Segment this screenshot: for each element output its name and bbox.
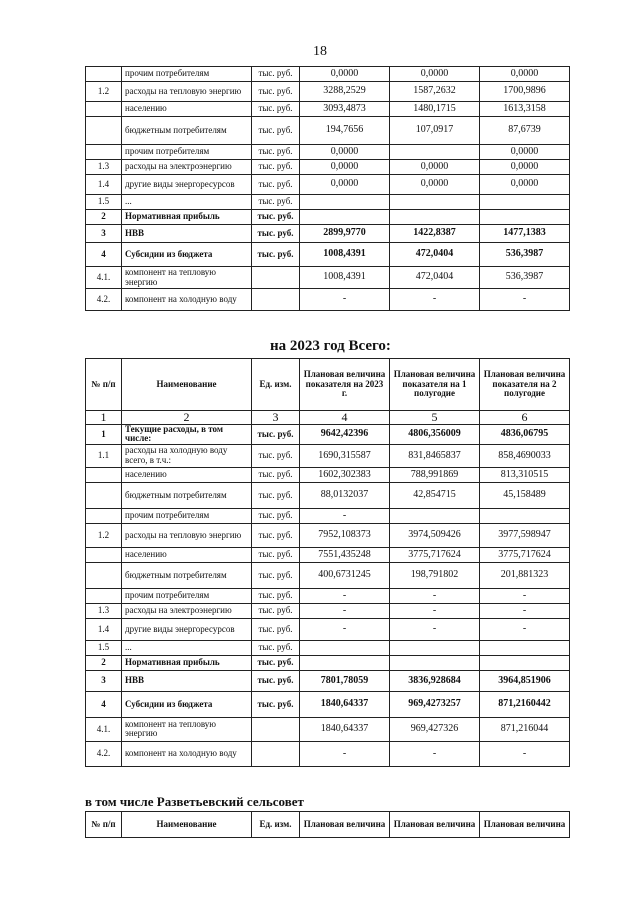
- table-row: [86, 243, 570, 267]
- row-number: [86, 467, 122, 482]
- value-h2: 871,2160442: [480, 691, 570, 717]
- value-year: 1840,64337: [300, 691, 390, 717]
- index-cell: 5: [390, 411, 480, 425]
- table-row: [86, 717, 570, 741]
- index-cell: 1: [86, 411, 122, 425]
- value-h1: 472,0404: [390, 243, 480, 267]
- table-row: [86, 102, 570, 117]
- value-h2: 45,158489: [480, 482, 570, 508]
- value-h2: [480, 210, 570, 225]
- value-year: -: [300, 588, 390, 603]
- row-name: ...: [122, 640, 252, 655]
- value-h2: 3964,851906: [480, 670, 570, 691]
- value-year: [300, 640, 390, 655]
- row-unit: тыс. руб.: [252, 195, 300, 210]
- row-name: расходы на тепловую энергию: [122, 82, 252, 102]
- value-year: 3093,4873: [300, 102, 390, 117]
- row-name: Нормативная прибыль: [122, 655, 252, 670]
- value-h1: 4806,356009: [390, 425, 480, 445]
- value-h1: 969,427326: [390, 717, 480, 741]
- row-number: 4.2.: [86, 741, 122, 766]
- row-name: бюджетным потребителям: [122, 117, 252, 145]
- row-number: 1.2: [86, 82, 122, 102]
- row-name: прочим потребителям: [122, 588, 252, 603]
- header-h1: Плановая величина показателя на 1 полугодие: [390, 359, 480, 411]
- value-year: 0,0000: [300, 160, 390, 175]
- value-h1: [390, 210, 480, 225]
- row-name: ...: [122, 195, 252, 210]
- table-row: [86, 82, 570, 102]
- value-h2: -: [480, 603, 570, 618]
- table-row: [86, 175, 570, 195]
- index-cell: 4: [300, 411, 390, 425]
- row-unit: тыс. руб.: [252, 547, 300, 562]
- row-unit: тыс. руб.: [252, 425, 300, 445]
- value-year: [300, 210, 390, 225]
- table-row: [86, 67, 570, 82]
- value-h2: [480, 640, 570, 655]
- row-number: 1.3: [86, 603, 122, 618]
- value-h1: [390, 145, 480, 160]
- table-row: [86, 482, 570, 508]
- value-h1: 1587,2632: [390, 82, 480, 102]
- value-h1: -: [390, 588, 480, 603]
- header-unit: Ед. изм.: [252, 812, 300, 838]
- row-name: расходы на холодную воду всего, в т.ч.:: [122, 444, 252, 467]
- table-row: [86, 289, 570, 311]
- value-h1: 969,4273257: [390, 691, 480, 717]
- row-name: компонент на тепловую энергию: [122, 267, 252, 289]
- row-unit: тыс. руб.: [252, 210, 300, 225]
- value-h2: 3775,717624: [480, 547, 570, 562]
- table-row: [86, 425, 570, 445]
- row-name: прочим потребителям: [122, 67, 252, 82]
- row-unit: [252, 717, 300, 741]
- value-h2: 87,6739: [480, 117, 570, 145]
- value-h2: -: [480, 289, 570, 311]
- value-year: 194,7656: [300, 117, 390, 145]
- row-number: [86, 102, 122, 117]
- value-h2: -: [480, 618, 570, 640]
- value-year: -: [300, 741, 390, 766]
- row-name: НВВ: [122, 225, 252, 243]
- row-name: компонент на тепловую энергию: [122, 717, 252, 741]
- value-year: -: [300, 618, 390, 640]
- value-h1: 0,0000: [390, 67, 480, 82]
- value-year: [300, 195, 390, 210]
- row-number: [86, 67, 122, 82]
- row-number: 1.5: [86, 195, 122, 210]
- row-number: 4.2.: [86, 289, 122, 311]
- row-name: Субсидии из бюджета: [122, 691, 252, 717]
- value-h2: 1613,3158: [480, 102, 570, 117]
- value-h1: 107,0917: [390, 117, 480, 145]
- value-year: 0,0000: [300, 145, 390, 160]
- page-number: 18: [313, 44, 327, 59]
- value-h1: [390, 655, 480, 670]
- value-year: 7952,108373: [300, 523, 390, 547]
- value-h2: 1700,9896: [480, 82, 570, 102]
- table-row: [86, 210, 570, 225]
- table-row: [86, 655, 570, 670]
- value-h1: 1480,1715: [390, 102, 480, 117]
- row-unit: тыс. руб.: [252, 175, 300, 195]
- value-h2: 0,0000: [480, 67, 570, 82]
- row-name: компонент на холодную воду: [122, 289, 252, 311]
- row-unit: тыс. руб.: [252, 444, 300, 467]
- value-h2: 3977,598947: [480, 523, 570, 547]
- value-year: 3288,2529: [300, 82, 390, 102]
- row-number: 1.4: [86, 175, 122, 195]
- row-number: [86, 482, 122, 508]
- row-name: населению: [122, 467, 252, 482]
- row-number: 2: [86, 210, 122, 225]
- value-h1: -: [390, 618, 480, 640]
- index-cell: 3: [252, 411, 300, 425]
- row-name: расходы на электроэнергию: [122, 603, 252, 618]
- table-row: [86, 225, 570, 243]
- row-unit: тыс. руб.: [252, 67, 300, 82]
- row-unit: тыс. руб.: [252, 102, 300, 117]
- value-h1: 0,0000: [390, 160, 480, 175]
- row-number: 3: [86, 225, 122, 243]
- table-row: [86, 195, 570, 210]
- row-number: 4: [86, 243, 122, 267]
- table-row: [86, 444, 570, 467]
- value-h1: 1422,8387: [390, 225, 480, 243]
- row-unit: [252, 267, 300, 289]
- value-year: 7801,78059: [300, 670, 390, 691]
- row-name: Нормативная прибыль: [122, 210, 252, 225]
- value-h1: 3974,509426: [390, 523, 480, 547]
- value-h2: 871,216044: [480, 717, 570, 741]
- value-h1: 788,991869: [390, 467, 480, 482]
- row-number: 4.1.: [86, 267, 122, 289]
- table-row: [86, 741, 570, 766]
- row-number: [86, 117, 122, 145]
- value-year: 1008,4391: [300, 267, 390, 289]
- row-name: бюджетным потребителям: [122, 562, 252, 588]
- section-title-razvetyevsky: в том числе Разветьевский сельсовет: [85, 794, 304, 809]
- row-unit: тыс. руб.: [252, 691, 300, 717]
- row-name: компонент на холодную воду: [122, 741, 252, 766]
- value-h2: [480, 655, 570, 670]
- value-h1: 42,854715: [390, 482, 480, 508]
- row-unit: тыс. руб.: [252, 82, 300, 102]
- row-number: 4.1.: [86, 717, 122, 741]
- row-name: НВВ: [122, 670, 252, 691]
- section-title-2023: на 2023 год Всего:: [270, 338, 391, 354]
- row-number: 1.5: [86, 640, 122, 655]
- value-h2: -: [480, 741, 570, 766]
- value-year: 1690,315587: [300, 444, 390, 467]
- row-name: другие виды энергоресурсов: [122, 175, 252, 195]
- value-year: [300, 655, 390, 670]
- value-year: 7551,435248: [300, 547, 390, 562]
- row-unit: тыс. руб.: [252, 467, 300, 482]
- row-number: 2: [86, 655, 122, 670]
- row-unit: тыс. руб.: [252, 482, 300, 508]
- row-name: расходы на электроэнергию: [122, 160, 252, 175]
- row-unit: тыс. руб.: [252, 160, 300, 175]
- value-year: 2899,9770: [300, 225, 390, 243]
- row-unit: тыс. руб.: [252, 243, 300, 267]
- value-h2: [480, 195, 570, 210]
- value-h2: 536,3987: [480, 267, 570, 289]
- index-cell: 2: [122, 411, 252, 425]
- header-year: Плановая величина показателя на 2023 г.: [300, 359, 390, 411]
- value-h2: 858,4690033: [480, 444, 570, 467]
- row-name: бюджетным потребителям: [122, 482, 252, 508]
- row-number: 1: [86, 425, 122, 445]
- header-num: № п/п: [86, 359, 122, 411]
- value-h2: 1477,1383: [480, 225, 570, 243]
- value-h1: 3836,928684: [390, 670, 480, 691]
- row-name: расходы на тепловую энергию: [122, 523, 252, 547]
- row-unit: тыс. руб.: [252, 618, 300, 640]
- index-cell: 6: [480, 411, 570, 425]
- table-2023-total: [85, 358, 570, 767]
- table-row: [86, 267, 570, 289]
- value-h2: 536,3987: [480, 243, 570, 267]
- header-unit: Ед. изм.: [252, 359, 300, 411]
- header-h2: Плановая величина показателя на 2 полугодие: [480, 359, 570, 411]
- row-number: [86, 145, 122, 160]
- header-year: Плановая величина: [300, 812, 390, 838]
- row-name: населению: [122, 102, 252, 117]
- value-h1: [390, 508, 480, 523]
- header-num: № п/п: [86, 812, 122, 838]
- row-number: [86, 562, 122, 588]
- row-name: прочим потребителям: [122, 145, 252, 160]
- value-year: 0,0000: [300, 67, 390, 82]
- row-unit: тыс. руб.: [252, 117, 300, 145]
- value-h1: -: [390, 741, 480, 766]
- header-h1: Плановая величина: [390, 812, 480, 838]
- value-h2: -: [480, 588, 570, 603]
- value-h1: 3775,717624: [390, 547, 480, 562]
- table-row: [86, 467, 570, 482]
- table-row: [86, 670, 570, 691]
- row-unit: тыс. руб.: [252, 225, 300, 243]
- row-number: 1.1: [86, 444, 122, 467]
- table-row: [86, 145, 570, 160]
- row-name: Субсидии из бюджета: [122, 243, 252, 267]
- value-h1: [390, 640, 480, 655]
- row-number: 1.2: [86, 523, 122, 547]
- table-row: [86, 562, 570, 588]
- table-row: [86, 691, 570, 717]
- table-2022-tail: [85, 66, 570, 311]
- row-unit: тыс. руб.: [252, 562, 300, 588]
- value-h1: -: [390, 289, 480, 311]
- row-unit: тыс. руб.: [252, 588, 300, 603]
- row-unit: тыс. руб.: [252, 670, 300, 691]
- value-year: 9642,42396: [300, 425, 390, 445]
- row-number: 1.4: [86, 618, 122, 640]
- row-name: другие виды энергоресурсов: [122, 618, 252, 640]
- header-name: Наименование: [122, 812, 252, 838]
- table-razvetyevsky-header: [85, 811, 570, 838]
- value-h2: 4836,06795: [480, 425, 570, 445]
- row-name: прочим потребителям: [122, 508, 252, 523]
- row-unit: тыс. руб.: [252, 603, 300, 618]
- value-h1: 831,8465837: [390, 444, 480, 467]
- row-name: населению: [122, 547, 252, 562]
- value-h1: 0,0000: [390, 175, 480, 195]
- table-row: [86, 618, 570, 640]
- header-h2: Плановая величина: [480, 812, 570, 838]
- table-row: [86, 117, 570, 145]
- value-year: 1840,64337: [300, 717, 390, 741]
- value-year: -: [300, 603, 390, 618]
- table-row: [86, 523, 570, 547]
- row-unit: тыс. руб.: [252, 508, 300, 523]
- table-row: [86, 508, 570, 523]
- row-number: 3: [86, 670, 122, 691]
- table-row: [86, 160, 570, 175]
- value-h1: -: [390, 603, 480, 618]
- table-row: [86, 640, 570, 655]
- row-unit: тыс. руб.: [252, 655, 300, 670]
- row-unit: тыс. руб.: [252, 145, 300, 160]
- row-unit: тыс. руб.: [252, 523, 300, 547]
- row-unit: тыс. руб.: [252, 640, 300, 655]
- row-unit: [252, 289, 300, 311]
- value-year: 0,0000: [300, 175, 390, 195]
- row-number: 1.3: [86, 160, 122, 175]
- table-row: [86, 547, 570, 562]
- row-number: [86, 508, 122, 523]
- row-unit: [252, 741, 300, 766]
- row-number: [86, 588, 122, 603]
- table-row: [86, 603, 570, 618]
- row-name: Текущие расходы, в том числе:: [122, 425, 252, 445]
- value-year: 88,0132037: [300, 482, 390, 508]
- value-h1: 472,0404: [390, 267, 480, 289]
- value-h2: 0,0000: [480, 145, 570, 160]
- value-year: 1008,4391: [300, 243, 390, 267]
- value-year: -: [300, 508, 390, 523]
- value-h2: 0,0000: [480, 175, 570, 195]
- value-year: 1602,302383: [300, 467, 390, 482]
- value-year: -: [300, 289, 390, 311]
- row-number: [86, 547, 122, 562]
- value-h1: [390, 195, 480, 210]
- table-row: [86, 588, 570, 603]
- value-h2: 0,0000: [480, 160, 570, 175]
- value-h1: 198,791802: [390, 562, 480, 588]
- value-year: 400,6731245: [300, 562, 390, 588]
- value-h2: [480, 508, 570, 523]
- row-number: 4: [86, 691, 122, 717]
- value-h2: 201,881323: [480, 562, 570, 588]
- header-name: Наименование: [122, 359, 252, 411]
- value-h2: 813,310515: [480, 467, 570, 482]
